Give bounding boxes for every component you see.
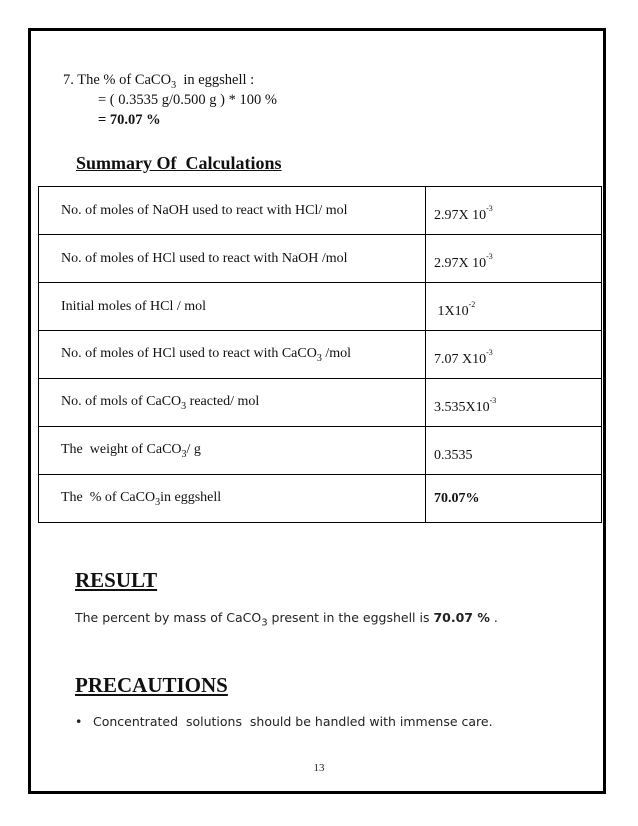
row-value-text: 7.07 X10 — [434, 351, 487, 367]
precaution-text: Concentrated solutions should be handled with immense care. — [93, 714, 493, 729]
summary-table — [38, 186, 602, 523]
page-number: 13 — [313, 762, 325, 774]
calculation-expression: = ( 0.3535 g/0.500 g ) * 100 % — [98, 92, 277, 108]
row-value — [426, 475, 602, 523]
table-row — [39, 427, 602, 475]
row-label-text: No. of moles of HCl used to react with NaOH /mol — [61, 250, 348, 266]
calc-step-sub: 3 — [171, 79, 177, 91]
row-value — [426, 235, 602, 283]
row-value — [426, 187, 602, 235]
calc-step-text: 7. The % of CaCO — [63, 72, 172, 88]
row-value-text: 70.07% — [434, 490, 480, 506]
result-value: 70.07 % — [433, 610, 490, 625]
row-value-exponent: -2 — [468, 299, 476, 309]
result-heading: RESULT — [75, 568, 158, 592]
precautions-list — [75, 714, 493, 729]
table-row — [39, 283, 602, 331]
row-label — [39, 379, 426, 427]
row-label-suffix: in eggshell — [160, 489, 222, 505]
result-text — [75, 610, 498, 629]
row-label-text: No. of mols of CaCO — [61, 393, 182, 409]
list-item — [75, 714, 493, 729]
row-label-suffix: / g — [186, 441, 201, 457]
calc-step-suffix: in eggshell : — [176, 72, 255, 88]
row-label-subscript: 3 — [155, 496, 161, 508]
calculation-result: = 70.07 % — [98, 112, 161, 128]
table-row — [39, 475, 602, 523]
precautions-heading: PRECAUTIONS — [75, 673, 228, 697]
calculation-step — [63, 72, 277, 92]
row-value-exponent: -3 — [489, 395, 497, 405]
row-label — [39, 283, 426, 331]
row-label — [39, 187, 426, 235]
row-label-subscript: 3 — [181, 400, 187, 412]
row-label-text: The weight of CaCO — [61, 441, 182, 457]
table-row — [39, 331, 602, 379]
bullet-icon: • — [75, 714, 83, 729]
result-text-sub: 3 — [261, 617, 268, 629]
row-label — [39, 475, 426, 523]
row-label-text: Initial moles of HCl / mol — [61, 298, 207, 314]
row-label-text: No. of moles of HCl used to react with CaCO — [61, 345, 317, 361]
row-label-text: No. of moles of NaOH used to react with HCl/ mol — [61, 202, 348, 218]
row-value — [426, 379, 602, 427]
result-text-pre: The percent by mass of CaCO — [75, 610, 262, 625]
row-label — [39, 235, 426, 283]
row-value-text: 3.535X10 — [434, 399, 490, 415]
result-text-post: . — [489, 610, 498, 625]
row-label — [39, 427, 426, 475]
row-label-subscript: 3 — [316, 352, 322, 364]
row-value-exponent: -3 — [486, 251, 493, 261]
calculation-block — [63, 72, 277, 132]
row-value-text: 0.3535 — [434, 447, 473, 463]
row-label-suffix: /mol — [321, 345, 352, 361]
row-value-text: 2.97X 10 — [434, 255, 487, 271]
row-label-text: The % of CaCO — [61, 489, 156, 505]
row-value-exponent: -3 — [486, 347, 493, 357]
result-text-mid: present in the eggshell is — [267, 610, 434, 625]
summary-title: Summary Of Calculations — [76, 153, 282, 173]
table-row — [39, 235, 602, 283]
row-label-suffix: reacted/ mol — [186, 393, 260, 409]
row-value-text: 2.97X 10 — [434, 207, 487, 223]
table-row — [39, 379, 602, 427]
row-value — [426, 331, 602, 379]
table-row — [39, 187, 602, 235]
row-label — [39, 331, 426, 379]
row-label-subscript: 3 — [181, 448, 187, 460]
row-value — [426, 427, 602, 475]
row-value-text: 1X10 — [434, 303, 469, 319]
row-value — [426, 283, 602, 331]
row-value-exponent: -3 — [486, 203, 493, 213]
